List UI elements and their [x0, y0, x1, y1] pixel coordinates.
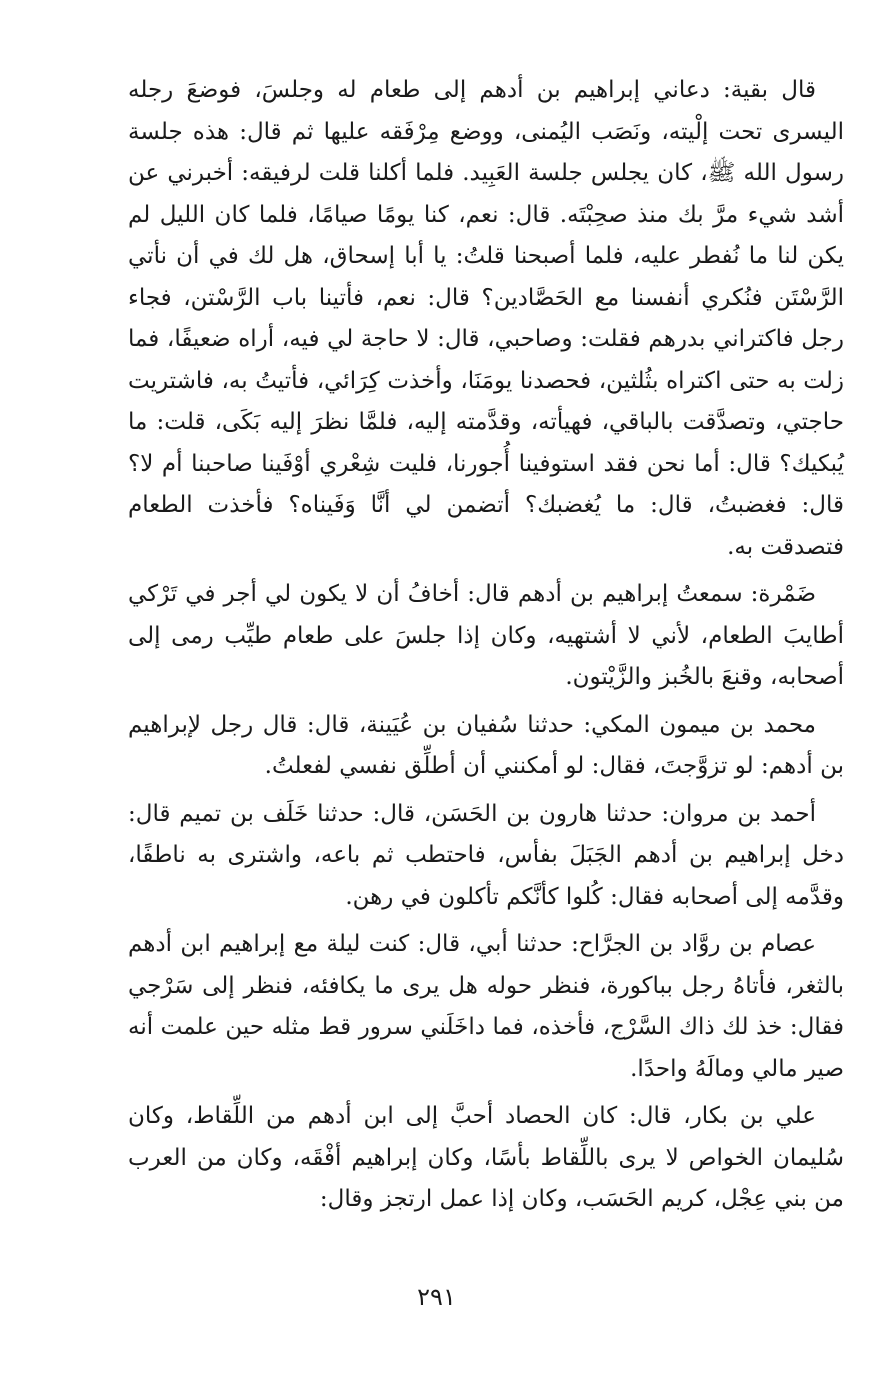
paragraph-2: ضَمْرة: سمعتُ إبراهيم بن أدهم قال: أخافُ أن لا يكون لي أجر في تَرْكي أطايبَ الطعام، لأني لا أشتهيه، وكان إذا جلسَ على طعام طيِّب رمى إلى أصحابه، وقنعَ بالخُبز والزَّيْتون.: [128, 581, 844, 690]
paragraph-5: عصام بن روَّاد بن الجرَّاح: حدثنا أبي، قال: كنت ليلة مع إبراهيم ابن أدهم بالثغر، فأتاهُ رجل بباكورة، فنظر حوله هل يرى ما يكافئه، فنظر إلى سَرْجي فقال: خذ لك ذاك السَّرْج، فأخذه، فما داخَلَني سرور قط مثله حين علمت أنه صير مالي ومالَهُ واحدًا.: [128, 931, 844, 1082]
paragraph-4: أحمد بن مروان: حدثنا هارون بن الحَسَن، قال: حدثنا خَلَف بن تميم قال: دخل إبراهيم بن أدهم الجَبَلَ بفأس، فاحتطب ثم باعه، واشترى به ناطفًا، وقدَّمه إلى أصحابه فقال: كُلوا كأنَّكم تأكلون في رهن.: [128, 800, 844, 910]
page-number: ٢٩١: [417, 1283, 456, 1311]
paragraph-3: محمد بن ميمون المكي: حدثنا سُفيان بن عُيَينة، قال: قال رجل لإبراهيم بن أدهم: لو تزوَّجتَ، فقال: لو أمكنني أن أطلِّق نفسي لفعلتُ.: [128, 711, 844, 779]
paragraph-1: قال بقية: دعاني إبراهيم بن أدهم إلى طعام له وجلسَ، فوضعَ رجله اليسرى تحت إلْيته، ونَصَب اليُمنى، ووضع مِرْفَقه عليها ثم قال: هذه جلسة رسول الله ﷺ، كان يجلس جلسة العَبِيد. فلما أكلنا قلت لرفيقه: أخبرني عن أشد شيء مرَّ بك منذ صحِبْتَه. قال: نعم، كنا يومًا صيامًا، فلما كان الليل لم يكن لنا ما نُفطر عليه، فلما أصبحنا قلتُ: يا أبا إسحاق، هل لك في أن نأتي الرَّسْتَن فنُكري أنفسنا مع الحَصَّادين؟ قال: نعم، فأتينا باب الرَّسْتن، فجاء رجل فاكتراني بدرهم فقلت: وصاحبي، قال: لا حاجة لي فيه، أراه ضعيفًا، فما زلت به حتى اكتراه بثُلثين، فحصدنا يومَنَا، وأخذت كِرَائي، فأتيتُ به، فاشتريت حاجتي، وتصدَّقت بالباقي، فهيأته، وقدَّمته إليه، فلمَّا نظرَ إليه بَكَى، قلت: ما يُبكيك؟ قال: أما نحن فقد استوفينا أُجورنا، فليت شِعْري أوْفَينا صاحبنا أم لا؟ قال: فغضبتُ، قال: ما يُغضبك؟ أتضمن لي أنَّا وَفَيناه؟ فأخذت الطعام فتصدقت به.: [128, 77, 844, 560]
paragraph-6: علي بن بكار، قال: كان الحصاد أحبَّ إلى ابن أدهم من اللِّقاط، وكان سُليمان الخواص لا يرى باللِّقاط بأسًا، وكان إبراهيم أفْقَه، وكان من العرب من بني عِجْل، كريم الحَسَب، وكان إذا عمل ارتجز وقال:: [128, 1103, 844, 1212]
body-text: [128, 70, 844, 1227]
